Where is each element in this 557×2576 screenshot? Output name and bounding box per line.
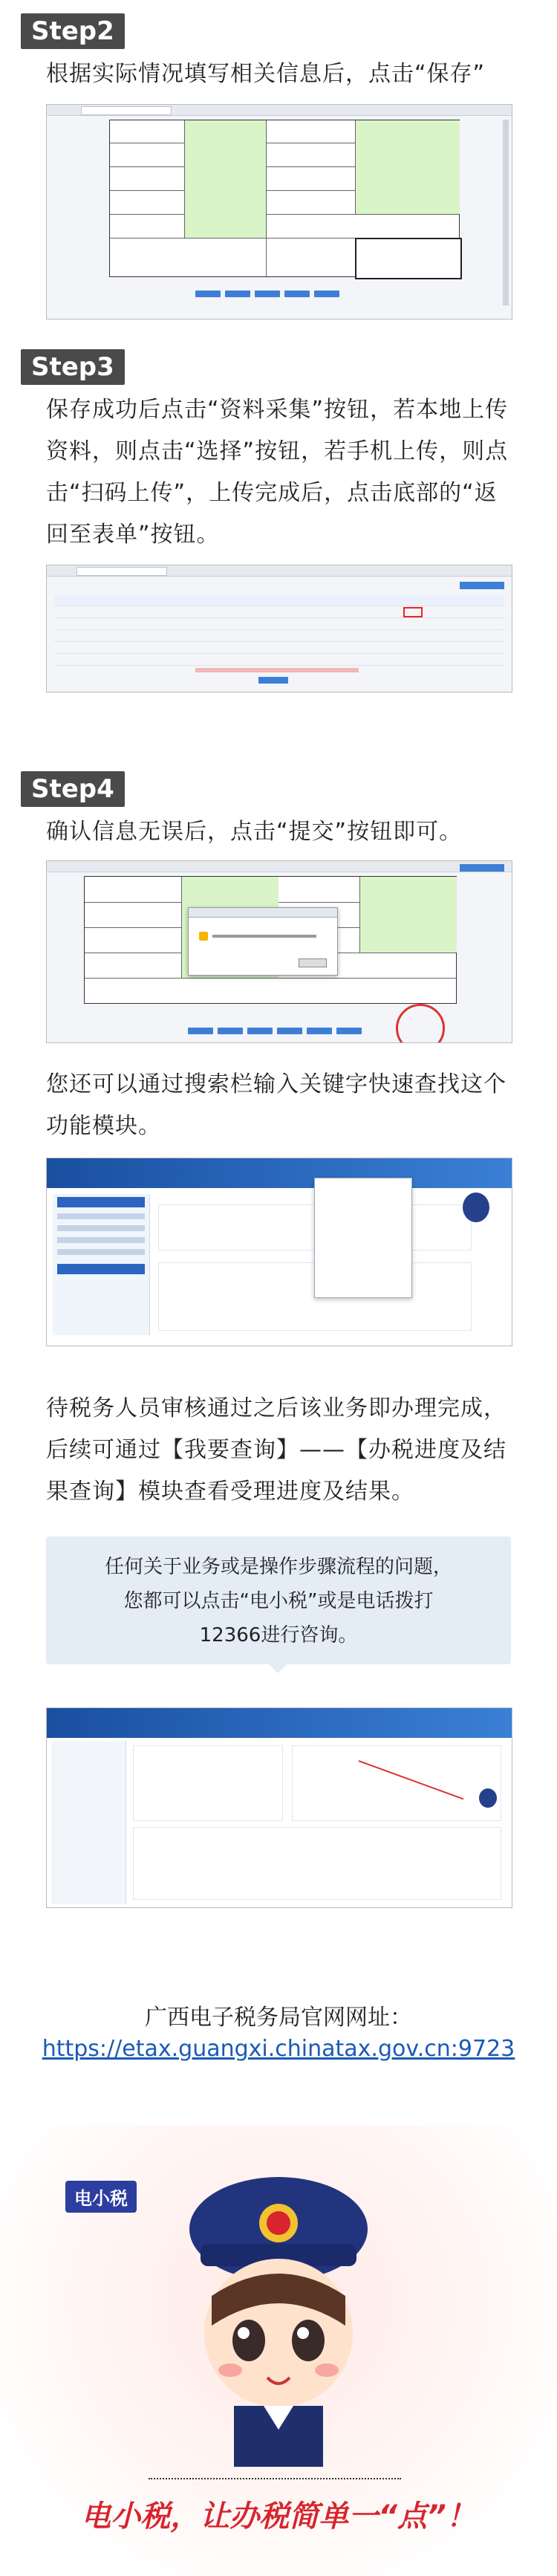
step3-text: 保存成功后点击“资料采集”按钮，若本地上传资料，则点击“选择”按钮，若手机上传，则点击“扫码上传”，上传完成后，点击底部的“返回至表单”按钮。	[46, 397, 509, 548]
step2-text: 根据实际情况填写相关信息后，点击“保存”	[46, 61, 486, 87]
step4-label: Step4	[21, 771, 125, 807]
callout-text: 任何关于业务或是操作步骤流程的问题，您都可以点击“电小税”或是电话拨打12366进行咨询。	[104, 1556, 452, 1647]
search-tip-text: 您还可以通过搜索栏输入关键字快速查找这个功能模块。	[46, 1071, 506, 1139]
review-tip-text: 待税务人员审核通过之后该业务即办理完成，后续可通过【我要查询】——【办税进度及结果查询】模块查看受理进度及结果。	[46, 1395, 506, 1505]
site-url-link[interactable]: https://etax.guangxi.chinatax.gov.cn:9723	[42, 2036, 515, 2062]
slogan-text: 电小税，让办税简单一“点”！	[81, 2499, 476, 2534]
mascot-illustration	[163, 2170, 394, 2467]
mascot-badge	[65, 2181, 137, 2213]
badge-text: 电小税	[74, 2188, 128, 2209]
search-portal-screenshot	[46, 1158, 512, 1346]
step2-form-screenshot	[46, 104, 512, 319]
site-title: 广西电子税务局官网网址：	[145, 2005, 412, 2031]
step3-upload-screenshot	[46, 565, 512, 692]
callout-pointer	[267, 1663, 288, 1673]
helpdesk-portal-screenshot	[46, 1707, 512, 1908]
step4-text: 确认信息无误后，点击“提交”按钮即可。	[46, 819, 463, 845]
step2-label: Step2	[21, 13, 125, 49]
step3-label: Step3	[21, 349, 125, 385]
slogan-divider	[149, 2478, 401, 2479]
step4-submit-screenshot	[46, 860, 512, 1043]
